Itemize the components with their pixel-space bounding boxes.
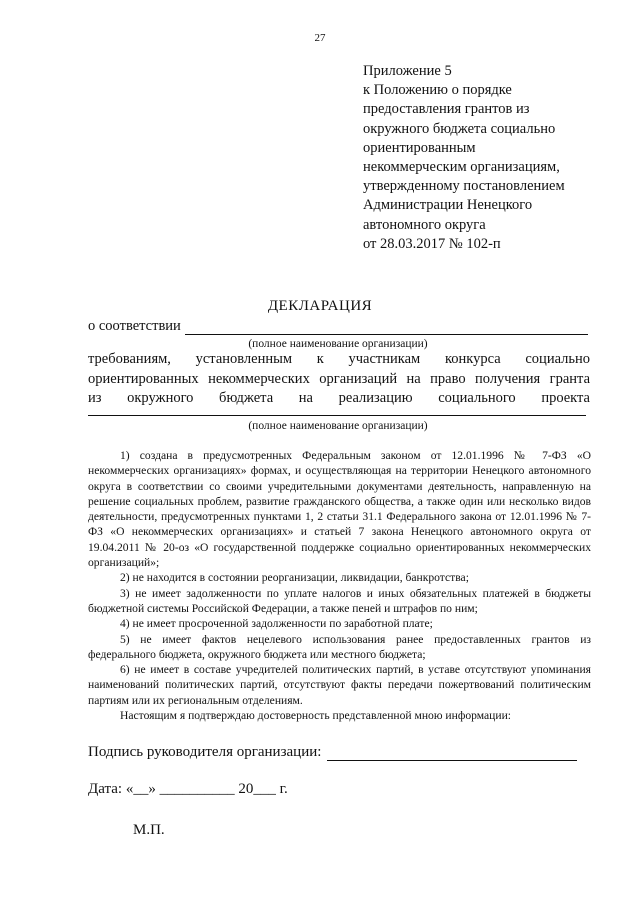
appendix-header [363,62,603,254]
declaration-item: 6) не имеет в составе учредителей политических партий, в уставе отсутствуют упоминания наименований политических партий, отсутствуют факты передачи пожертвований политическим партиям или их региональным отделениям. [88,663,591,707]
appendix-line: предоставления грантов из [363,101,530,118]
stamp-label: М.П. [133,822,165,838]
requirements-line: требованиям, установленным к участникам конкурса социально [88,351,590,367]
appendix-line: Приложение 5 [363,63,452,79]
declaration-item: 2) не находится в состоянии реорганизации, ликвидации, банкротства; [120,571,469,585]
appendix-line: Администрации Ненецкого [363,197,533,214]
requirements-line: ориентированных некоммерческих организаций на право получения гранта [88,370,590,387]
appendix-line: окружного бюджета социально [363,120,556,137]
declaration-item: 3) не имеет задолженности по уплате налогов и иных обязательных платежей в бюджеты бюджетной системы Российской Федерации, а также пеней и штрафов по ним; [88,586,591,615]
appendix-line: ориентированным [363,139,476,156]
requirements-text [88,350,590,409]
org-name-caption-2: (полное наименование организации) [248,420,428,432]
conformity-prefix: о соответствии [88,318,181,334]
conformity-row [88,318,588,335]
declaration-item: 5) не имеет фактов нецелевого использования ранее предоставленных грантов из федерального бюджета, окружного бюджета или местного бюджета; [88,632,591,661]
confirmation-statement: Настоящим я подтверждаю достоверность представленной мною информации: [120,709,511,723]
signature-label: Подпись руководителя организации: [88,744,322,760]
document-title: ДЕКЛАРАЦИЯ [267,298,373,314]
page-number: 27 [314,32,326,44]
signature-row [88,744,577,761]
appendix-line: утвержденному постановлением [363,178,565,195]
declaration-item: 4) не имеет просроченной задолженности по заработной плате; [120,617,433,631]
appendix-line: к Положению о порядке [363,82,512,99]
date-line: Дата: «__» __________ 20___ г. [88,781,288,797]
appendix-line: некоммерческим организациям, [363,159,560,176]
org-name-blank-line[interactable] [185,320,588,335]
declaration-items [88,448,591,723]
requirements-line: из окружного бюджета на реализацию социального проекта [88,390,590,406]
org-name-caption: (полное наименование организации) [248,338,428,350]
appendix-line: автономного округа [363,216,486,233]
project-name-blank-line[interactable] [88,414,586,416]
declaration-item: 1) создана в предусмотренных Федеральным законом от 12.01.1996 № 7-ФЗ «О некоммерческих организациях» формах, и осуществляющая на территории Ненецкого автономного округа в соответствии со своими учредительными документами деятельность, направленную на решение социальных проблем, развитие гражданского общества, а также один или несколько видов деятельности, предусмотренных пунктами 1, 2 статьи 31.1 Федерального закона от 12.01.1996 № 7-ФЗ «О некоммерческих организациях» и статьей 7 закона Ненецкого автономного округа от 19.04.2011 № 20-оз «О государственной поддержке социально ориентированных некоммерческих организаций»; [88,449,591,570]
signature-blank-line[interactable] [327,746,577,761]
appendix-line: от 28.03.2017 № 102-п [363,235,501,252]
